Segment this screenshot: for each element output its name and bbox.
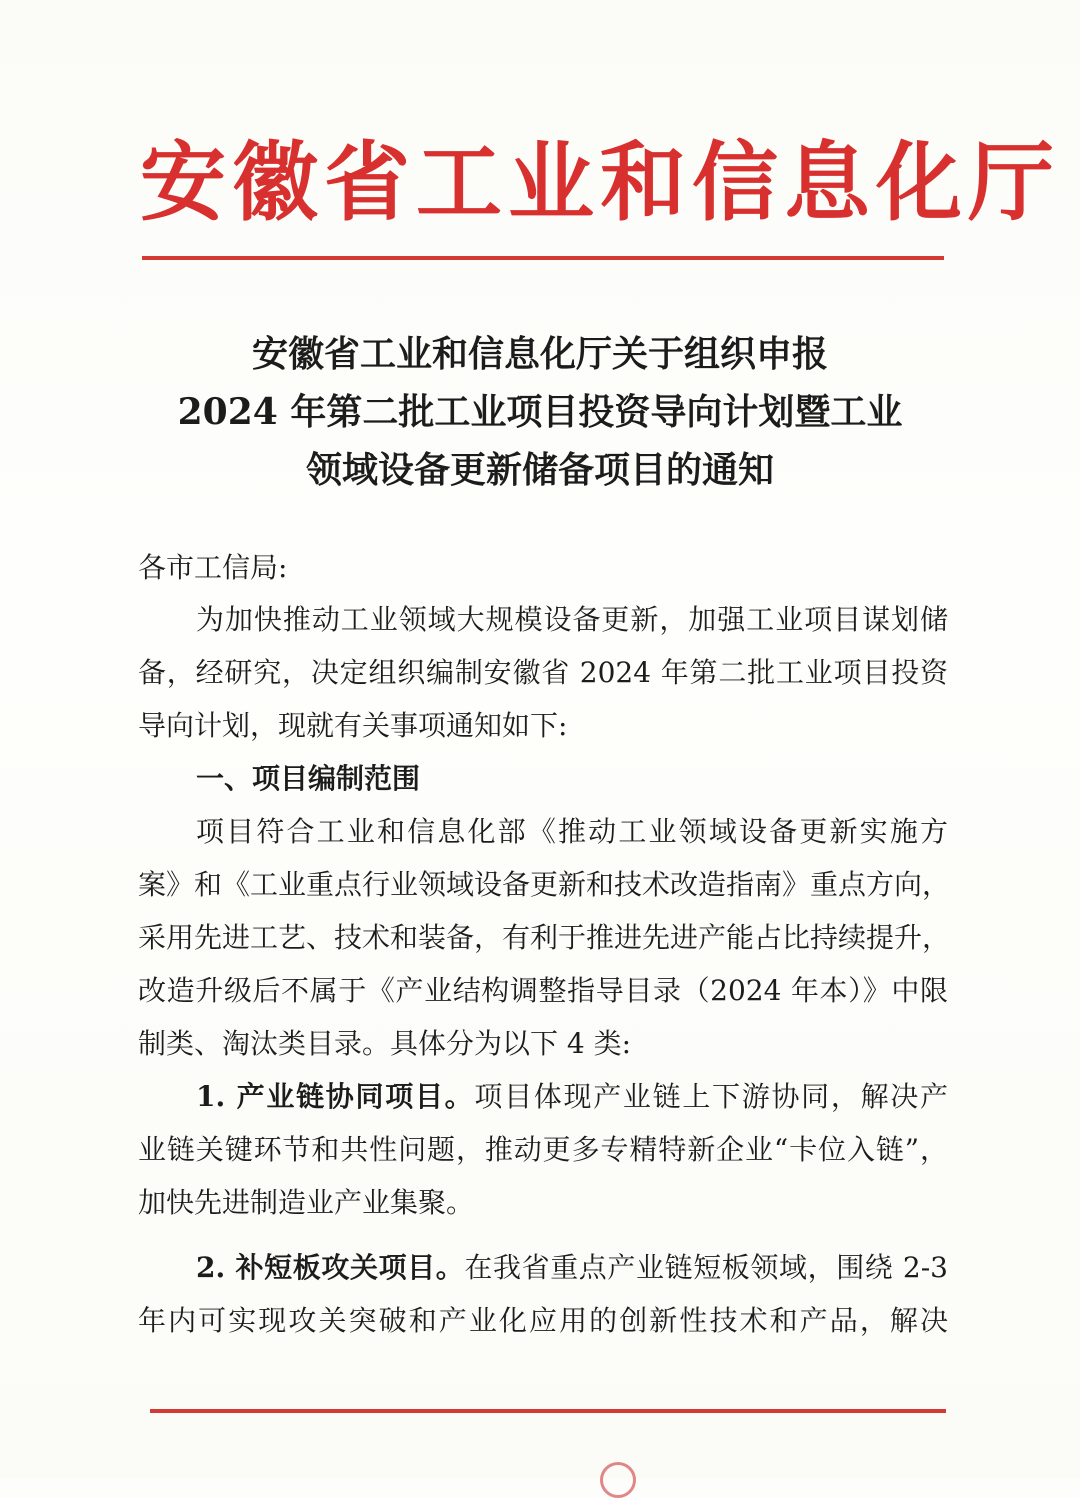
salutation: 各市工信局: (138, 551, 288, 584)
footer-red-rule (150, 1409, 946, 1413)
item-1-heading: 1. 产业链协同项目。 (196, 1080, 475, 1113)
item-1-line-2: 业链关键环节和共性问题，推动更多专精特新企业“卡位入链”， (138, 1133, 948, 1166)
scope-line-4: 改造升级后不属于《产业结构调整指导目录（2024 年本）》中限 (138, 974, 948, 1007)
intro-line-1: 为加快推动工业领域大规模设备更新，加强工业项目谋划储 (196, 603, 948, 636)
item-2-text: 在我省重点产业链短板领域，围绕 2-3 (464, 1251, 948, 1284)
notice-title-line-1: 安徽省工业和信息化厅关于组织申报 (251, 333, 828, 375)
seal-edge (600, 1462, 636, 1498)
item-1-line-1 (138, 1077, 948, 1130)
notice-body (138, 600, 951, 1354)
letterhead-title: 安徽省工业和信息化厅 (140, 132, 1060, 233)
letterhead-red-rule (142, 256, 944, 260)
section-1-heading: 一、项目编制范围 (196, 762, 421, 795)
item-2-heading: 2. 补短板攻关项目。 (196, 1251, 465, 1284)
item-1-line-3: 加快先进制造业产业集聚。 (138, 1186, 475, 1219)
item-2-line-1 (138, 1248, 948, 1301)
notice-title-line-2: 2024 年第二批工业项目投资导向计划暨工业 (177, 391, 903, 433)
scope-line-3: 采用先进工艺、技术和装备，有利于推进先进产能占比持续提升， (138, 921, 951, 954)
notice-title (100, 325, 980, 499)
item-1-text: 项目体现产业链上下游协同，解决产 (474, 1080, 948, 1113)
scope-line-1: 项目符合工业和信息化部《推动工业领域设备更新实施方 (196, 815, 948, 848)
intro-line-3: 导向计划，现就有关事项通知如下: (138, 709, 568, 742)
notice-title-line-3: 领域设备更新储备项目的通知 (305, 449, 774, 491)
scope-line-2: 案》和《工业重点行业领域设备更新和技术改造指南》重点方向， (138, 868, 951, 901)
scope-line-5: 制类、淘汰类目录。具体分为以下 4 类: (138, 1027, 632, 1060)
item-2-line-2: 年内可实现攻关突破和产业化应用的创新性技术和产品，解决 (138, 1304, 948, 1337)
intro-line-2: 备，经研究，决定组织编制安徽省 2024 年第二批工业项目投资 (138, 656, 948, 689)
